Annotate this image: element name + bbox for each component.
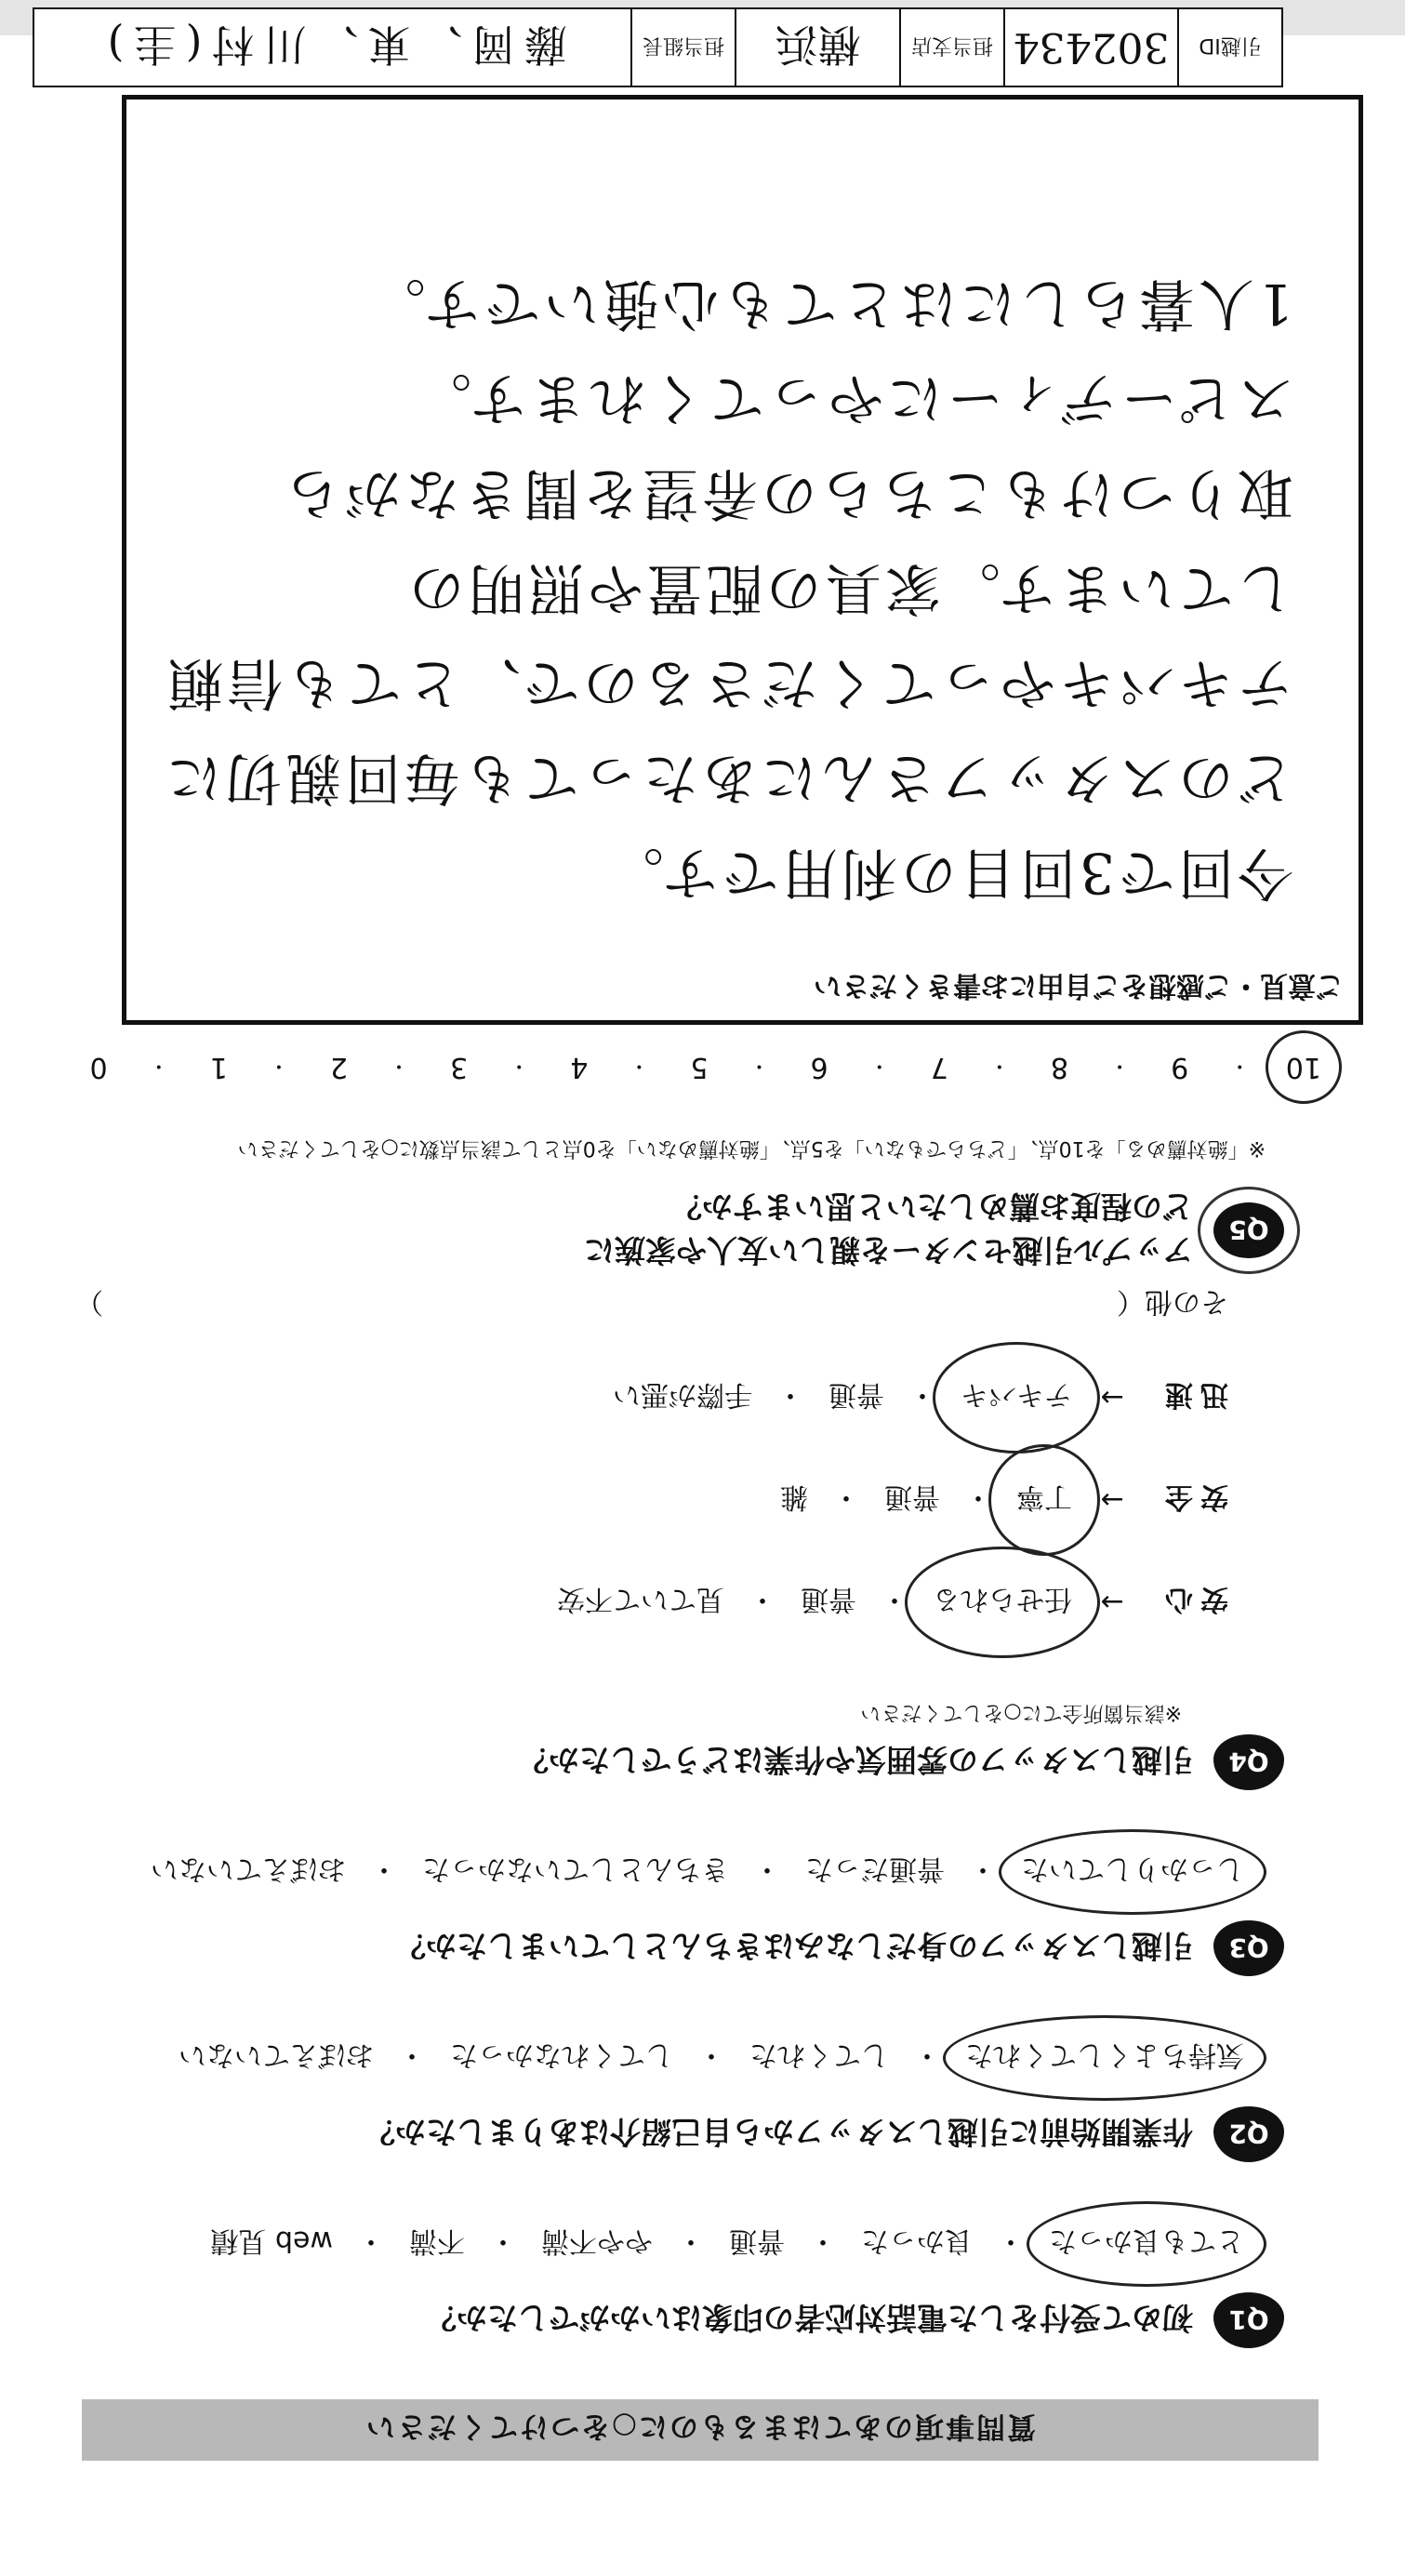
q4-badge: Q4 (1213, 1734, 1284, 1790)
question-2 (75, 2036, 1284, 2162)
q1-option-good[interactable]: 良かった (861, 2224, 973, 2257)
q1-badge: Q1 (1213, 2292, 1284, 2348)
comment-line: 今回で3回目の利用です。 (603, 840, 1293, 905)
staff-label: 担当組長 (630, 9, 735, 86)
q4-safety-option-normal[interactable]: 普通 (884, 1481, 940, 1513)
q3-text: 引越しスタッフの身だしなみはきちんとしていましたか？ (395, 1928, 1193, 1965)
q4-note: ※該当箇所全てに○をしてください (860, 1701, 1182, 1724)
q2-text: 作業開始前に引越しスタッフから自己紹介はありましたか？ (365, 2114, 1193, 2151)
q4-speed-option-clumsy[interactable]: 手際が悪い (613, 1378, 752, 1411)
q4-other-field[interactable] (75, 1284, 1228, 1325)
q3-option-not-neat[interactable]: きちんとしていなかった (422, 1852, 729, 1885)
q1-text: 初めて受付をした電話対応者の印象はいかがでしたか？ (426, 2300, 1193, 2337)
q4-relief-option-trustworthy[interactable]: 任せられる (925, 1580, 1080, 1625)
q3-option-normal[interactable]: 普通だった (805, 1852, 945, 1885)
q2-option-did-not[interactable]: してくれなかった (450, 2038, 673, 2071)
q3-option-neat[interactable]: しっかりしていた (1014, 1850, 1252, 1894)
score-8[interactable]: 8 (1050, 1051, 1069, 1083)
q4-relief-option-anxious[interactable]: 見ていて不安 (557, 1583, 724, 1615)
comment-line: しています。家具の配置や照明の (404, 555, 1293, 620)
q4-row-speed: 迅速 → テキパキ ・ 普通 ・ 手際が悪い (75, 1347, 1228, 1449)
question-5 (75, 1135, 1284, 1274)
comment-label: ご意見・ご感想をご自由にお書きください (814, 969, 1344, 1002)
q4-safety-option-careful[interactable]: 丁寧 (1009, 1478, 1080, 1522)
score-10[interactable]: 10 (1285, 1051, 1321, 1083)
arrow-right-icon: → (1100, 1586, 1124, 1619)
comment-line: 取りつけもこちらの希望を聞きながら (282, 460, 1293, 525)
q2-option-dont-remember[interactable]: おぼえていない (179, 2038, 374, 2071)
comment-line: スピーディーにやってくれます。 (412, 365, 1293, 431)
q1-option-somewhat-dissatisfied[interactable]: やや不満 (541, 2224, 653, 2257)
score-5[interactable]: 5 (690, 1051, 709, 1083)
q1-options: とても良かった ・ 良かった ・ 普通 ・ やや不満 ・ 不満 ・ web 見積 (75, 2222, 1252, 2266)
q4-row-safety: 安全 → 丁寧 ・ 普通 ・ 雑 (75, 1449, 1228, 1551)
q2-options: 気持ちよくしてくれた ・ してくれた ・ してくれなかった ・ おぼえていない (75, 2036, 1252, 2080)
q1-option-dissatisfied[interactable]: 不満 (409, 2224, 465, 2257)
question-4 (75, 1263, 1284, 1790)
footer-table (33, 7, 1283, 87)
instructions-banner: 質問事項のあてはまるものに○をつけてください (82, 2399, 1319, 2461)
q1-option-very-good[interactable]: とても良かった (1041, 2222, 1252, 2266)
q5-note: ※「絶対薦める」を10点、「どちらでもない」を5点、「絶対薦めない」を0点として該当点数に○をしてください (237, 1136, 1266, 1160)
score-2[interactable]: 2 (329, 1051, 348, 1083)
q4-safety-option-sloppy[interactable]: 雑 (780, 1481, 808, 1513)
q4-row-label: 安心 (1158, 1583, 1228, 1615)
q1-option-normal[interactable]: 普通 (729, 2224, 785, 2257)
id-label: 引越ID (1177, 9, 1281, 86)
q4-text: 引越しスタッフの雰囲気や作業はどうでしたか？ (518, 1742, 1193, 1779)
score-0[interactable]: 0 (89, 1051, 108, 1083)
q5-text-line1: アップル引越センターを親しい友人や家族に (583, 1232, 1193, 1268)
q1-option-web-estimate[interactable]: web 見積 (210, 2224, 333, 2257)
q3-options: しっかりしていた ・ 普通だった ・ きちんとしていなかった ・ おぼえていない (75, 1850, 1252, 1894)
q2-option-did[interactable]: してくれた (749, 2038, 889, 2071)
q2-badge: Q2 (1213, 2106, 1284, 2162)
score-7[interactable]: 7 (930, 1051, 948, 1083)
q2-option-pleasantly[interactable]: 気持ちよくしてくれた (958, 2036, 1252, 2080)
comment-box[interactable] (122, 95, 1363, 1025)
score-4[interactable]: 4 (570, 1051, 589, 1083)
score-6[interactable]: 6 (810, 1051, 828, 1083)
q4-other-label: その他（ (1117, 1285, 1228, 1318)
q4-row-label: 迅速 (1158, 1378, 1228, 1411)
q4-speed-option-normal[interactable]: 普通 (828, 1378, 884, 1411)
question-3 (75, 1850, 1284, 1976)
arrow-right-icon: → (1100, 1381, 1124, 1414)
arrow-right-icon: → (1100, 1483, 1124, 1517)
handwritten-comment (126, 256, 1359, 920)
q4-speed-option-brisk[interactable]: テキパキ (953, 1375, 1080, 1420)
q5-text-line2: どの程度お薦めしたいと思いますか？ (671, 1188, 1193, 1225)
q4-relief-option-normal[interactable]: 普通 (801, 1583, 856, 1615)
q5-badge: Q5 (1213, 1202, 1284, 1258)
q4-row-relief: 安心 → 任せられる ・ 普通 ・ 見ていて不安 (75, 1551, 1228, 1653)
q4-other-close: ） (75, 1285, 103, 1318)
q5-score-scale: 10 ・ 9 ・ 8 ・ 7 ・ 6 ・ 5 ・ 4 ・ 3 ・ 2 ・ 1 ・ 0 (85, 1051, 1321, 1083)
score-1[interactable]: 1 (209, 1051, 228, 1083)
branch-value[interactable]: 横浜 (735, 9, 899, 86)
id-value[interactable]: 302434 (1003, 9, 1177, 86)
score-9[interactable]: 9 (1171, 1051, 1189, 1083)
branch-label: 担当支店 (899, 9, 1003, 86)
staff-value[interactable]: 藤岡、東、川村(圭) (98, 20, 567, 70)
q4-row-label: 安全 (1158, 1481, 1228, 1513)
score-3[interactable]: 3 (450, 1051, 469, 1083)
question-1 (75, 2222, 1284, 2348)
comment-line: 1人暮らしにはとても心強いです。 (365, 271, 1293, 336)
q3-option-dont-remember[interactable]: おぼえていない (151, 1852, 346, 1885)
q3-badge: Q3 (1213, 1920, 1284, 1976)
comment-line: テキパキやってくださるので、とても信頼 (164, 650, 1293, 715)
comment-line: どのスタッフさんにあたっても毎回親切に (163, 745, 1293, 810)
